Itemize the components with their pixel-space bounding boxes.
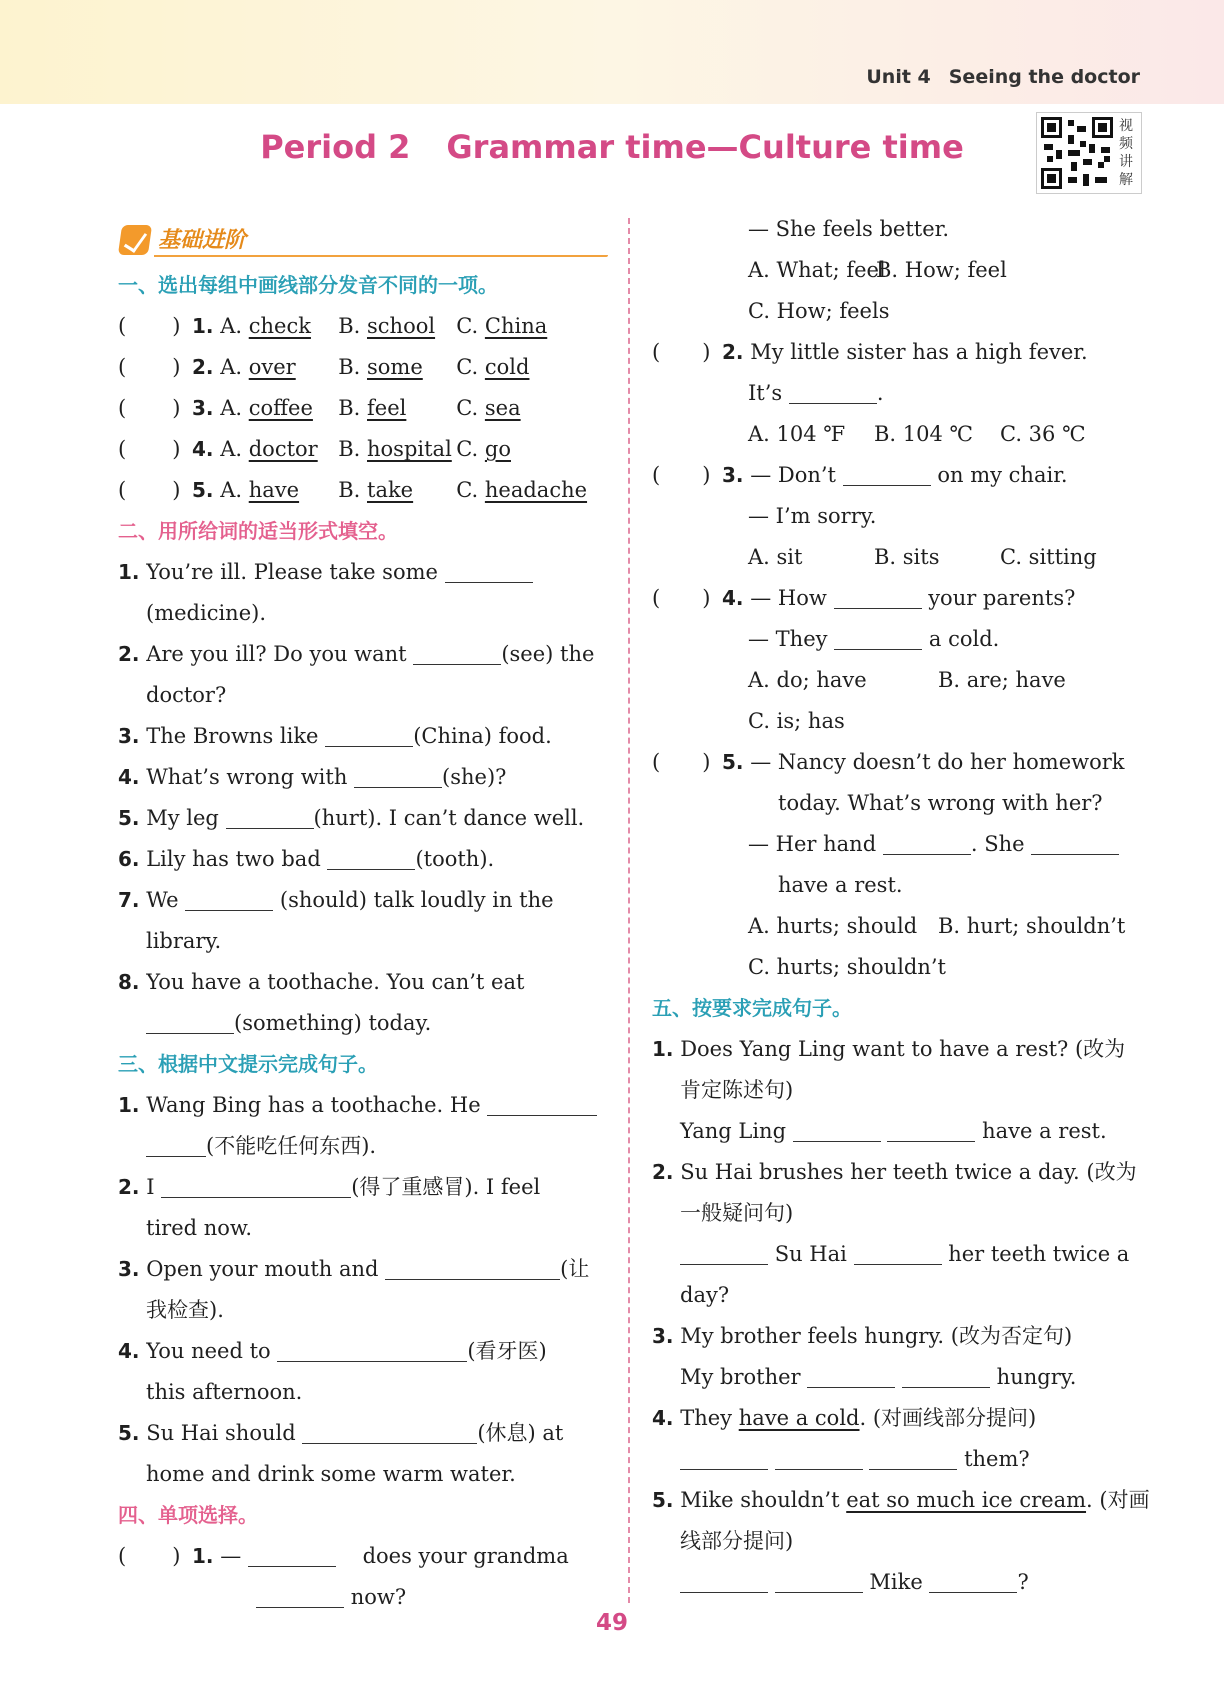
s5-q2-answer-cont: day?	[680, 1283, 730, 1307]
s2-q1: 1. You’re ill. Please take some	[118, 552, 608, 593]
s4-q2-options: A. 104 ℉ B. 104 ℃ C. 36 ℃	[748, 422, 1086, 446]
s3-q4-cont: this afternoon.	[146, 1380, 303, 1404]
right-column	[652, 209, 1150, 1603]
s2-q8-cont: (something) today.	[118, 1003, 608, 1044]
s2-q8: 8. You have a toothache. You can’t eat	[118, 970, 525, 994]
s3-q2: 2. I (得了重感冒). I feel	[118, 1175, 541, 1199]
s2-q6: 6. Lily has two bad (tooth).	[118, 847, 495, 871]
answer-blank[interactable]	[807, 1365, 895, 1388]
s4-q5-reply: — Her hand . She	[652, 824, 1140, 865]
answer-blank[interactable]	[248, 1544, 336, 1567]
s1-q4: ( ) 4. A. doctor B. hospital C. go	[118, 437, 511, 461]
answer-blank[interactable]	[161, 1175, 351, 1198]
answer-blank[interactable]	[869, 1447, 957, 1470]
banner-title: 基础进阶	[158, 228, 247, 253]
answer-blank[interactable]	[354, 765, 442, 788]
answer-blank[interactable]	[775, 1570, 863, 1593]
answer-blank[interactable]	[793, 1119, 881, 1142]
s5-q3: 3. My brother feels hungry. (改为否定句)	[652, 1324, 1073, 1348]
answer-blank[interactable]	[185, 888, 273, 911]
s5-q4-answer: them?	[652, 1439, 1140, 1480]
qr-label: 视频讲解	[1119, 118, 1133, 188]
s4-q4-options: A. do; have B. are; have	[748, 668, 1066, 692]
section3-heading: 三、根据中文提示完成句子。	[118, 1052, 378, 1076]
s2-q7: 7. We (should) talk loudly in the	[118, 888, 554, 912]
answer-blank[interactable]	[883, 832, 971, 855]
s1-q2: ( ) 2. A. over B. some C. cold	[118, 355, 530, 379]
answer-blank[interactable]	[834, 627, 922, 650]
s2-q2: 2. Are you ill? Do you want (see) the	[118, 642, 595, 666]
s2-q1-cont: (medicine).	[146, 601, 266, 625]
answer-blank[interactable]	[385, 1257, 560, 1280]
s3-q1: 1. Wang Bing has a toothache. He	[118, 1085, 608, 1126]
s2-q5: 5. My leg (hurt). I can’t dance well.	[118, 806, 585, 830]
s2-q3: 3. The Browns like (China) food.	[118, 724, 552, 748]
s4-q1-option-c: C. How; feels	[748, 299, 890, 323]
s4-q5: ( ) 5. — Nancy doesn’t do her homework	[652, 750, 1125, 774]
s5-q2: 2. Su Hai brushes her teeth twice a day. (改为	[652, 1160, 1137, 1184]
qr-code[interactable]	[1036, 112, 1142, 194]
s3-q5: 5. Su Hai should (休息) at	[118, 1421, 564, 1445]
s5-q4: 4. They have a cold. (对画线部分提问)	[652, 1406, 1037, 1430]
s1-q3: ( ) 3. A. coffee B. feel C. sea	[118, 396, 521, 420]
s4-q3-reply: — I’m sorry.	[748, 504, 877, 528]
answer-blank[interactable]	[146, 1011, 234, 1034]
s4-q1-answer: — She feels better.	[748, 217, 950, 241]
running-figure-icon	[118, 225, 152, 255]
s4-q5-cont: today. What’s wrong with her?	[778, 791, 1103, 815]
answer-blank[interactable]	[325, 724, 413, 747]
answer-blank[interactable]	[226, 806, 314, 829]
period-label: Period 2	[260, 128, 411, 166]
answer-blank[interactable]	[775, 1447, 863, 1470]
answer-blank[interactable]	[854, 1242, 942, 1265]
answer-blank[interactable]	[487, 1093, 597, 1116]
s4-q2-cont: It’s .	[748, 381, 884, 405]
s3-q2-cont: tired now.	[146, 1216, 253, 1240]
s4-q1-cont: now?	[118, 1577, 608, 1618]
left-column	[118, 219, 608, 1618]
s2-q4: 4. What’s wrong with (she)?	[118, 765, 507, 789]
unit-number: Unit 4	[866, 66, 931, 88]
s2-q7-cont: library.	[146, 929, 222, 953]
answer-blank[interactable]	[146, 1134, 206, 1157]
s5-q1-answer: Yang Ling have a rest.	[680, 1119, 1107, 1143]
answer-blank[interactable]	[327, 847, 415, 870]
answer-blank[interactable]	[1031, 832, 1119, 855]
s3-q5-cont: home and drink some warm water.	[146, 1462, 516, 1486]
answer-blank[interactable]	[789, 381, 877, 404]
s3-q4: 4. You need to (看牙医)	[118, 1339, 547, 1363]
s5-q3-answer: My brother hungry.	[680, 1365, 1077, 1389]
s4-q3: ( ) 3. — Don’t on my chair.	[652, 463, 1068, 487]
s5-q2-answer: Su Hai her teeth twice a	[652, 1234, 1140, 1275]
s2-q2-cont: doctor?	[146, 683, 227, 707]
s5-q5-cont: 线部分提问)	[680, 1529, 794, 1553]
answer-blank[interactable]	[445, 560, 533, 583]
answer-blank[interactable]	[843, 463, 931, 486]
answer-blank[interactable]	[680, 1570, 768, 1593]
unit-header	[866, 66, 1140, 88]
s1-q5: ( ) 5. A. have B. take C. headache	[118, 478, 588, 502]
section1-heading: 一、选出每组中画线部分发音不同的一项。	[118, 273, 498, 297]
answer-blank[interactable]	[887, 1119, 975, 1142]
s3-q3: 3. Open your mouth and (让	[118, 1257, 590, 1281]
answer-blank[interactable]	[902, 1365, 990, 1388]
s5-q1-cont: 肯定陈述句)	[680, 1078, 794, 1102]
answer-blank[interactable]	[834, 586, 922, 609]
s5-q5: 5. Mike shouldn’t eat so much ice cream. (对画	[652, 1488, 1150, 1512]
s5-q5-answer: Mike ?	[652, 1562, 1140, 1603]
unit-title: Seeing the doctor	[948, 66, 1140, 88]
section2-heading: 二、用所给词的适当形式填空。	[118, 519, 398, 543]
s5-q1: 1. Does Yang Ling want to have a rest? (改为	[652, 1037, 1126, 1061]
page-number: 49	[595, 1610, 628, 1636]
s4-q5-reply-cont: have a rest.	[778, 873, 903, 897]
answer-blank[interactable]	[929, 1570, 1017, 1593]
answer-blank[interactable]	[680, 1242, 768, 1265]
s4-q5-option-c: C. hurts; shouldn’t	[748, 955, 946, 979]
answer-blank[interactable]	[680, 1447, 768, 1470]
s4-q5-options: A. hurts; should B. hurt; shouldn’t	[748, 914, 1126, 938]
top-band	[0, 0, 1224, 104]
s4-q2: ( ) 2. My little sister has a high fever.	[652, 340, 1088, 364]
s3-q3-cont: 我检查).	[146, 1298, 224, 1322]
section-banner	[118, 219, 608, 265]
s1-q1: ( ) 1. A. check B. school C. China	[118, 314, 548, 338]
banner-underline	[154, 255, 608, 257]
answer-blank[interactable]	[302, 1421, 477, 1444]
s4-q3-options: A. sit B. sits C. sitting	[748, 545, 1097, 569]
topic-label: Grammar time—Culture time	[446, 128, 964, 166]
s4-q1: ( ) 1. — does your grandma	[118, 1544, 569, 1568]
column-divider	[628, 218, 630, 1603]
s4-q4-reply: — They a cold.	[748, 627, 1000, 651]
s4-q4: ( ) 4. — How your parents?	[652, 586, 1076, 610]
s5-q2-cont: 一般疑问句)	[680, 1201, 794, 1225]
s3-q1-cont: (不能吃任何东西).	[118, 1126, 608, 1167]
answer-blank[interactable]	[413, 642, 501, 665]
section5-heading: 五、按要求完成句子。	[652, 996, 852, 1020]
s4-q1-options: A. What; feelB. How; feel	[748, 258, 1007, 282]
section4-heading: 四、单项选择。	[118, 1503, 258, 1527]
s4-q4-option-c: C. is; has	[748, 709, 845, 733]
answer-blank[interactable]	[256, 1585, 344, 1608]
answer-blank[interactable]	[277, 1339, 467, 1362]
qr-code-icon	[1041, 117, 1113, 189]
